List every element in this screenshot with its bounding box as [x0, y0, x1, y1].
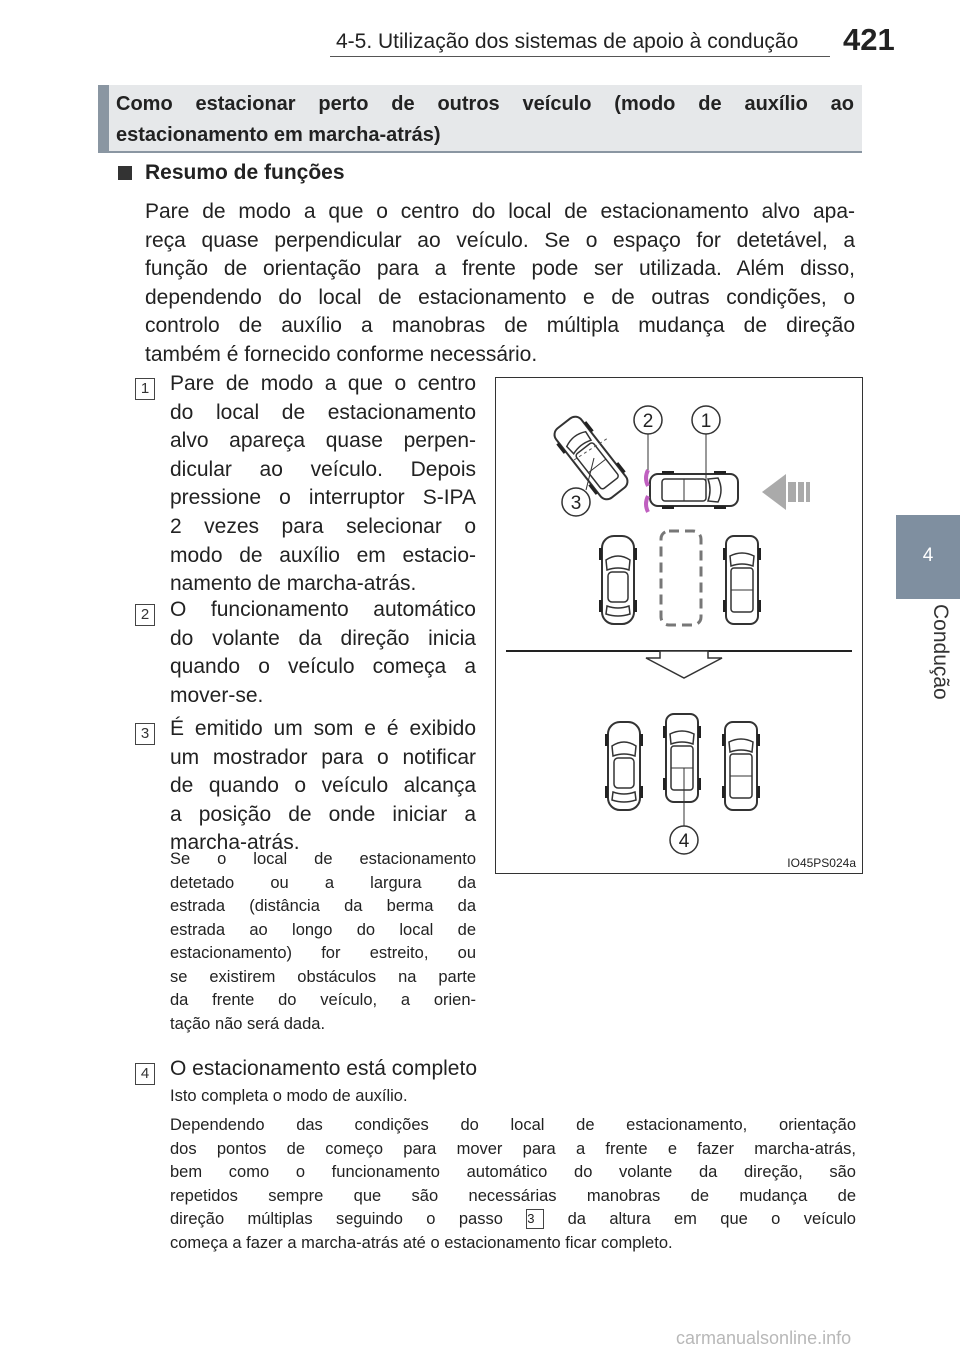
callout-3: 3 — [570, 493, 582, 514]
section-title-line2: estacionamento em marcha-atrás) — [116, 124, 441, 146]
step-1-line: namento de marcha-atrás. — [170, 572, 417, 596]
step-4-text — [170, 1055, 770, 1084]
page-number: 421 — [843, 22, 895, 57]
intro-line: dependendo do local de estacionamento e de outras condições, o — [145, 285, 855, 309]
step-3-line: um mostrador para o notificar — [170, 745, 476, 769]
sensor-arc — [646, 470, 648, 486]
step-1-line: Pare de modo a que o centro — [170, 372, 476, 395]
section-title-box — [98, 85, 862, 152]
final-note-line: repetidos sempre que são necessárias manobras de mudança de — [170, 1186, 856, 1205]
intro-paragraph — [145, 198, 855, 370]
figure-code: IO45PS024a — [787, 856, 856, 870]
step-2-number: 2 — [135, 604, 155, 626]
car-approaching — [650, 471, 738, 509]
final-note-text: direção múltiplas seguindo o passo — [170, 1210, 503, 1228]
car-angled-start — [549, 412, 633, 505]
parking-diagram — [496, 378, 862, 873]
final-note-line: Dependendo das condições do local de estacionamento, orientação — [170, 1116, 856, 1134]
header-rule — [330, 56, 830, 57]
target-parking-space — [661, 531, 701, 625]
parked-car-right-top — [723, 536, 761, 624]
callout-2: 2 — [642, 411, 654, 432]
step-3-line: marcha-atrás. — [170, 831, 300, 855]
down-arrow-icon — [646, 651, 722, 678]
step-3-text — [170, 715, 476, 858]
step-1-line: dicular ao veículo. Depois — [170, 457, 476, 481]
step-1-line: alvo apareça quase perpen- — [170, 429, 476, 453]
intro-line: também é fornecido conforme necessário. — [145, 342, 538, 366]
step-3-note-line: estrada (distância da berma da — [170, 897, 476, 915]
final-note-line — [170, 1208, 856, 1232]
step-3-number: 3 — [135, 723, 155, 745]
step-3-line: É emitido um som e é exibido — [170, 717, 476, 740]
chapter-number: 4 — [922, 545, 934, 566]
final-note-line: dos pontos de começo para mover para a frente e fazer marcha-atrás, — [170, 1139, 856, 1158]
intro-line: Pare de modo a que o centro do local de estacionamento alvo apa- — [145, 200, 855, 223]
final-note-text: da altura em que o veículo — [567, 1210, 856, 1228]
step-3-note-line: Se o local de estacionamento — [170, 850, 476, 868]
subsection-heading: Resumo de funções — [145, 161, 345, 184]
watermark: carmanualsonline.info — [676, 1328, 852, 1348]
section-title — [116, 89, 854, 151]
intro-line: função de orientação para a frente pode ser utilizada. Além disso, — [145, 257, 855, 281]
parked-car-left-top — [599, 536, 637, 624]
final-note — [170, 1114, 856, 1255]
header-section-title: 4-5. Utilização dos sistemas de apoio à condução — [336, 30, 799, 53]
step-3-note — [170, 848, 476, 1036]
step-3-note-line: estrada ao longo do local de — [170, 920, 476, 939]
section-title-underline — [98, 151, 862, 153]
parking-figure — [495, 377, 863, 874]
chapter-name: Condução — [929, 604, 952, 700]
step-4-line: O estacionamento está completo — [170, 1057, 478, 1080]
step-1-number: 1 — [135, 378, 155, 400]
step-3-line: a posição de onde iniciar a — [170, 802, 476, 826]
step-3-reference: 3 — [526, 1209, 544, 1229]
step-2-line: mover-se. — [170, 683, 264, 707]
final-note-line: começa a fazer a marcha-atrás até o estacionamento ficar completo. — [170, 1233, 673, 1252]
intro-line: controlo de auxílio a manobras de múltipla mudança de direção — [145, 314, 855, 338]
chapter-name-area — [896, 600, 960, 710]
square-bullet-icon — [118, 166, 132, 180]
direction-arrow-icon — [762, 474, 810, 510]
callout-1: 1 — [700, 411, 712, 432]
step-3-note-line: detetado ou a largura da — [170, 873, 476, 892]
parked-car-right-bottom — [722, 722, 760, 810]
step-4-sub-line: Isto completa o modo de auxílio. — [170, 1087, 408, 1105]
step-4-number: 4 — [135, 1063, 155, 1085]
step-2-line: quando o veículo começa a — [170, 655, 476, 679]
step-2-line: O funcionamento automático — [170, 598, 476, 621]
step-1-line: 2 vezes para selecionar o — [170, 514, 476, 538]
step-3-note-line: se existirem obstáculos na parte — [170, 967, 476, 986]
step-1-line: pressione o interruptor S-IPA — [170, 486, 476, 510]
step-4-sub — [170, 1085, 770, 1108]
parked-car-left-bottom — [605, 722, 643, 810]
step-3-note-line: tação não será dada. — [170, 1014, 326, 1033]
step-3-line: de quando o veículo alcança — [170, 774, 476, 798]
final-note-line: bem como o funcionamento automático do volante da direção, são — [170, 1163, 856, 1181]
intro-line: reça quase perpendicular ao veículo. Se o espaço for detetável, a — [145, 228, 855, 252]
chapter-tab — [896, 515, 960, 599]
sensor-arc — [646, 496, 648, 512]
step-3-note-line: estacionamento) for estreito, ou — [170, 944, 476, 962]
step-1-line: do local de estacionamento — [170, 400, 476, 424]
section-title-accent — [98, 85, 109, 152]
section-title-line1: Como estacionar perto de outros veículo (modo de auxílio ao — [116, 93, 854, 115]
callout-4: 4 — [678, 831, 690, 852]
parked-car-center-bottom — [663, 714, 701, 802]
step-2-text — [170, 596, 476, 710]
step-1-text — [170, 370, 476, 599]
step-3-note-line: da frente do veículo, a orien- — [170, 991, 476, 1009]
step-1-line: modo de auxílio em estacio- — [170, 543, 476, 567]
step-2-line: do volante da direção inicia — [170, 626, 476, 650]
